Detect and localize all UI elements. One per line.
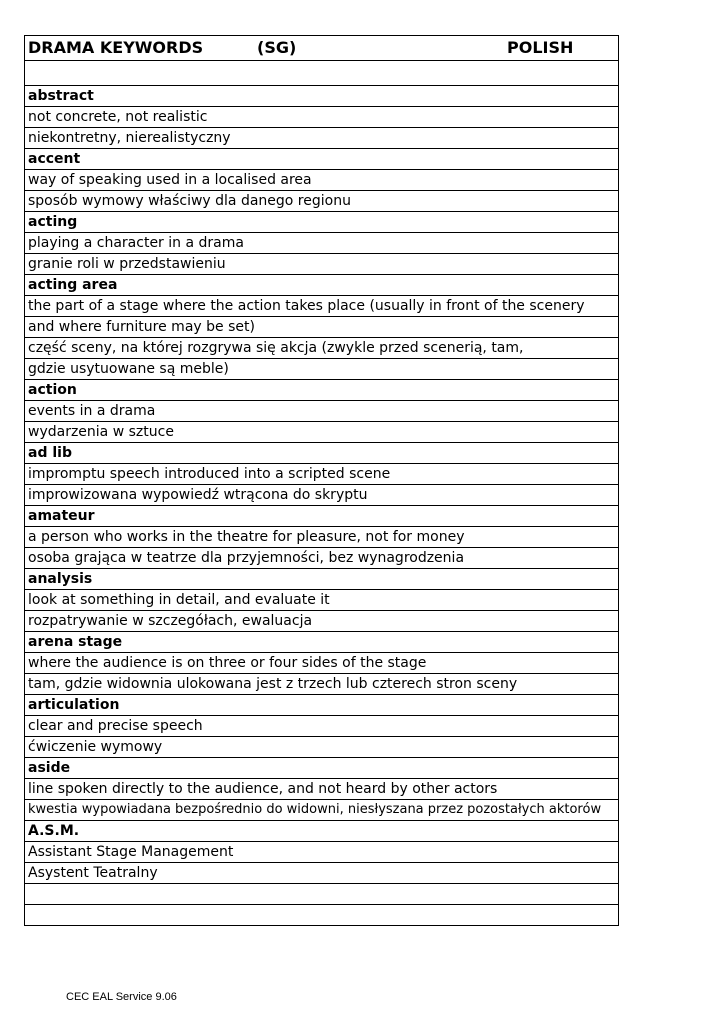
definition-row: a person who works in the theatre for pleasure, not for money (25, 527, 618, 548)
term-row: abstract (25, 86, 618, 107)
term-row: aside (25, 758, 618, 779)
term-row: accent (25, 149, 618, 170)
definition-row: impromptu speech introduced into a scripted scene (25, 464, 618, 485)
term-row: A.S.M. (25, 821, 618, 842)
term-row: action (25, 380, 618, 401)
definition-row: not concrete, not realistic (25, 107, 618, 128)
level-label: (SG) (257, 38, 297, 57)
definition-row: events in a drama (25, 401, 618, 422)
blank-row (25, 905, 618, 926)
definition-row: clear and precise speech (25, 716, 618, 737)
definition-row: osoba grająca w teatrze dla przyjemności, bez wynagrodzenia (25, 548, 618, 569)
term-row: analysis (25, 569, 618, 590)
keyword-rows (25, 61, 618, 926)
language-label: POLISH (507, 38, 574, 57)
blank-row (25, 884, 618, 905)
term-row: acting (25, 212, 618, 233)
definition-row: niekontretny, nierealistyczny (25, 128, 618, 149)
definition-row: ćwiczenie wymowy (25, 737, 618, 758)
term-row: ad lib (25, 443, 618, 464)
term-row: amateur (25, 506, 618, 527)
keyword-table (24, 35, 619, 926)
definition-row: sposób wymowy właściwy dla danego regionu (25, 191, 618, 212)
definition-row: Asystent Teatralny (25, 863, 618, 884)
term-row: acting area (25, 275, 618, 296)
definition-row: line spoken directly to the audience, and not heard by other actors (25, 779, 618, 800)
table-header (25, 36, 618, 61)
definition-row: way of speaking used in a localised area (25, 170, 618, 191)
definition-row: kwestia wypowiadana bezpośrednio do widowni, niesłyszana przez pozostałych aktorów (25, 800, 618, 821)
definition-row: playing a character in a drama (25, 233, 618, 254)
definition-row: tam, gdzie widownia ulokowana jest z trzech lub czterech stron sceny (25, 674, 618, 695)
definition-row: the part of a stage where the action takes place (usually in front of the scenery (25, 296, 618, 317)
definition-row: granie roli w przedstawieniu (25, 254, 618, 275)
definition-row: look at something in detail, and evaluate it (25, 590, 618, 611)
definition-row: Assistant Stage Management (25, 842, 618, 863)
definition-row: where the audience is on three or four sides of the stage (25, 653, 618, 674)
blank-row (25, 61, 618, 86)
term-row: arena stage (25, 632, 618, 653)
footer-credit: CEC EAL Service 9.06 (66, 991, 177, 1003)
sheet-title: DRAMA KEYWORDS (28, 38, 204, 57)
definition-row: and where furniture may be set) (25, 317, 618, 338)
definition-row: wydarzenia w sztuce (25, 422, 618, 443)
definition-row: część sceny, na której rozgrywa się akcja (zwykle przed scenerią, tam, (25, 338, 618, 359)
definition-row: improwizowana wypowiedź wtrącona do skryptu (25, 485, 618, 506)
definition-row: gdzie usytuowane są meble) (25, 359, 618, 380)
term-row: articulation (25, 695, 618, 716)
definition-row: rozpatrywanie w szczegółach, ewaluacja (25, 611, 618, 632)
